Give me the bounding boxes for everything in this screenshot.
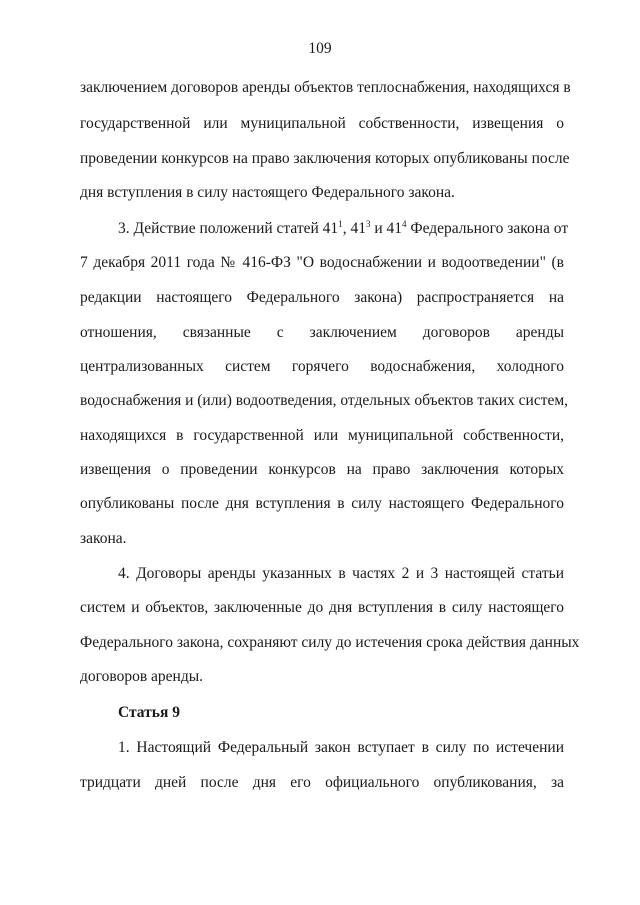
text-line: тридцати дней после дня его официального опубликования, за [80,774,564,791]
text-line: систем и объектов, заключенные до дня вступления в силу настоящего [80,599,564,616]
superscript: 1 [338,219,343,229]
text-line: договоров аренды. [80,668,203,685]
text-line: извещения о проведении конкурсов на право заключения которых [80,461,564,478]
text-line: находящихся в государственной или муниципальной собственности, [80,427,564,444]
text-line: отношения, связанные с заключением договоров аренды [80,324,564,341]
text-line: 4. Договоры аренды указанных в частях 2 и 3 настоящей статьи [118,565,564,582]
text-line: Федерального закона, сохраняют силу до истечения срока действия данных [80,634,580,651]
text-line: государственной или муниципальной собственности, извещения о [80,115,564,132]
text-line: проведении конкурсов на право заключения которых опубликованы после [80,150,570,167]
text-fragment: и 41 [370,220,402,237]
text-line: водоснабжения и (или) водоотведения, отдельных объектов таких систем, [80,392,569,409]
text-fragment: , 41 [342,220,366,237]
text-line: 1. Настоящий Федеральный закон вступает в силу по истечении [118,739,564,756]
article-heading: Статья 9 [118,704,180,721]
text-line: заключением договоров аренды объектов теплоснабжения, находящихся в [80,79,571,96]
text-line: редакции настоящего Федерального закона) распространяется на [80,289,564,306]
page-number: 109 [308,40,332,57]
text-line: закона. [80,530,127,547]
text-line [118,219,569,239]
text-fragment: 3. Действие положений статей 41 [118,220,339,237]
text-fragment: Федерального закона от [406,220,569,237]
superscript: 4 [401,219,407,229]
text-line: опубликованы после дня вступления в силу настоящего Федерального [80,495,564,512]
text-line: 7 декабря 2011 года № 416-ФЗ "О водоснабжении и водоотведении" (в [80,254,564,271]
text-line: дня вступления в силу настоящего Федерального закона. [80,184,455,201]
superscript: 3 [365,219,371,229]
text-line: централизованных систем горячего водоснабжения, холодного [80,358,564,375]
